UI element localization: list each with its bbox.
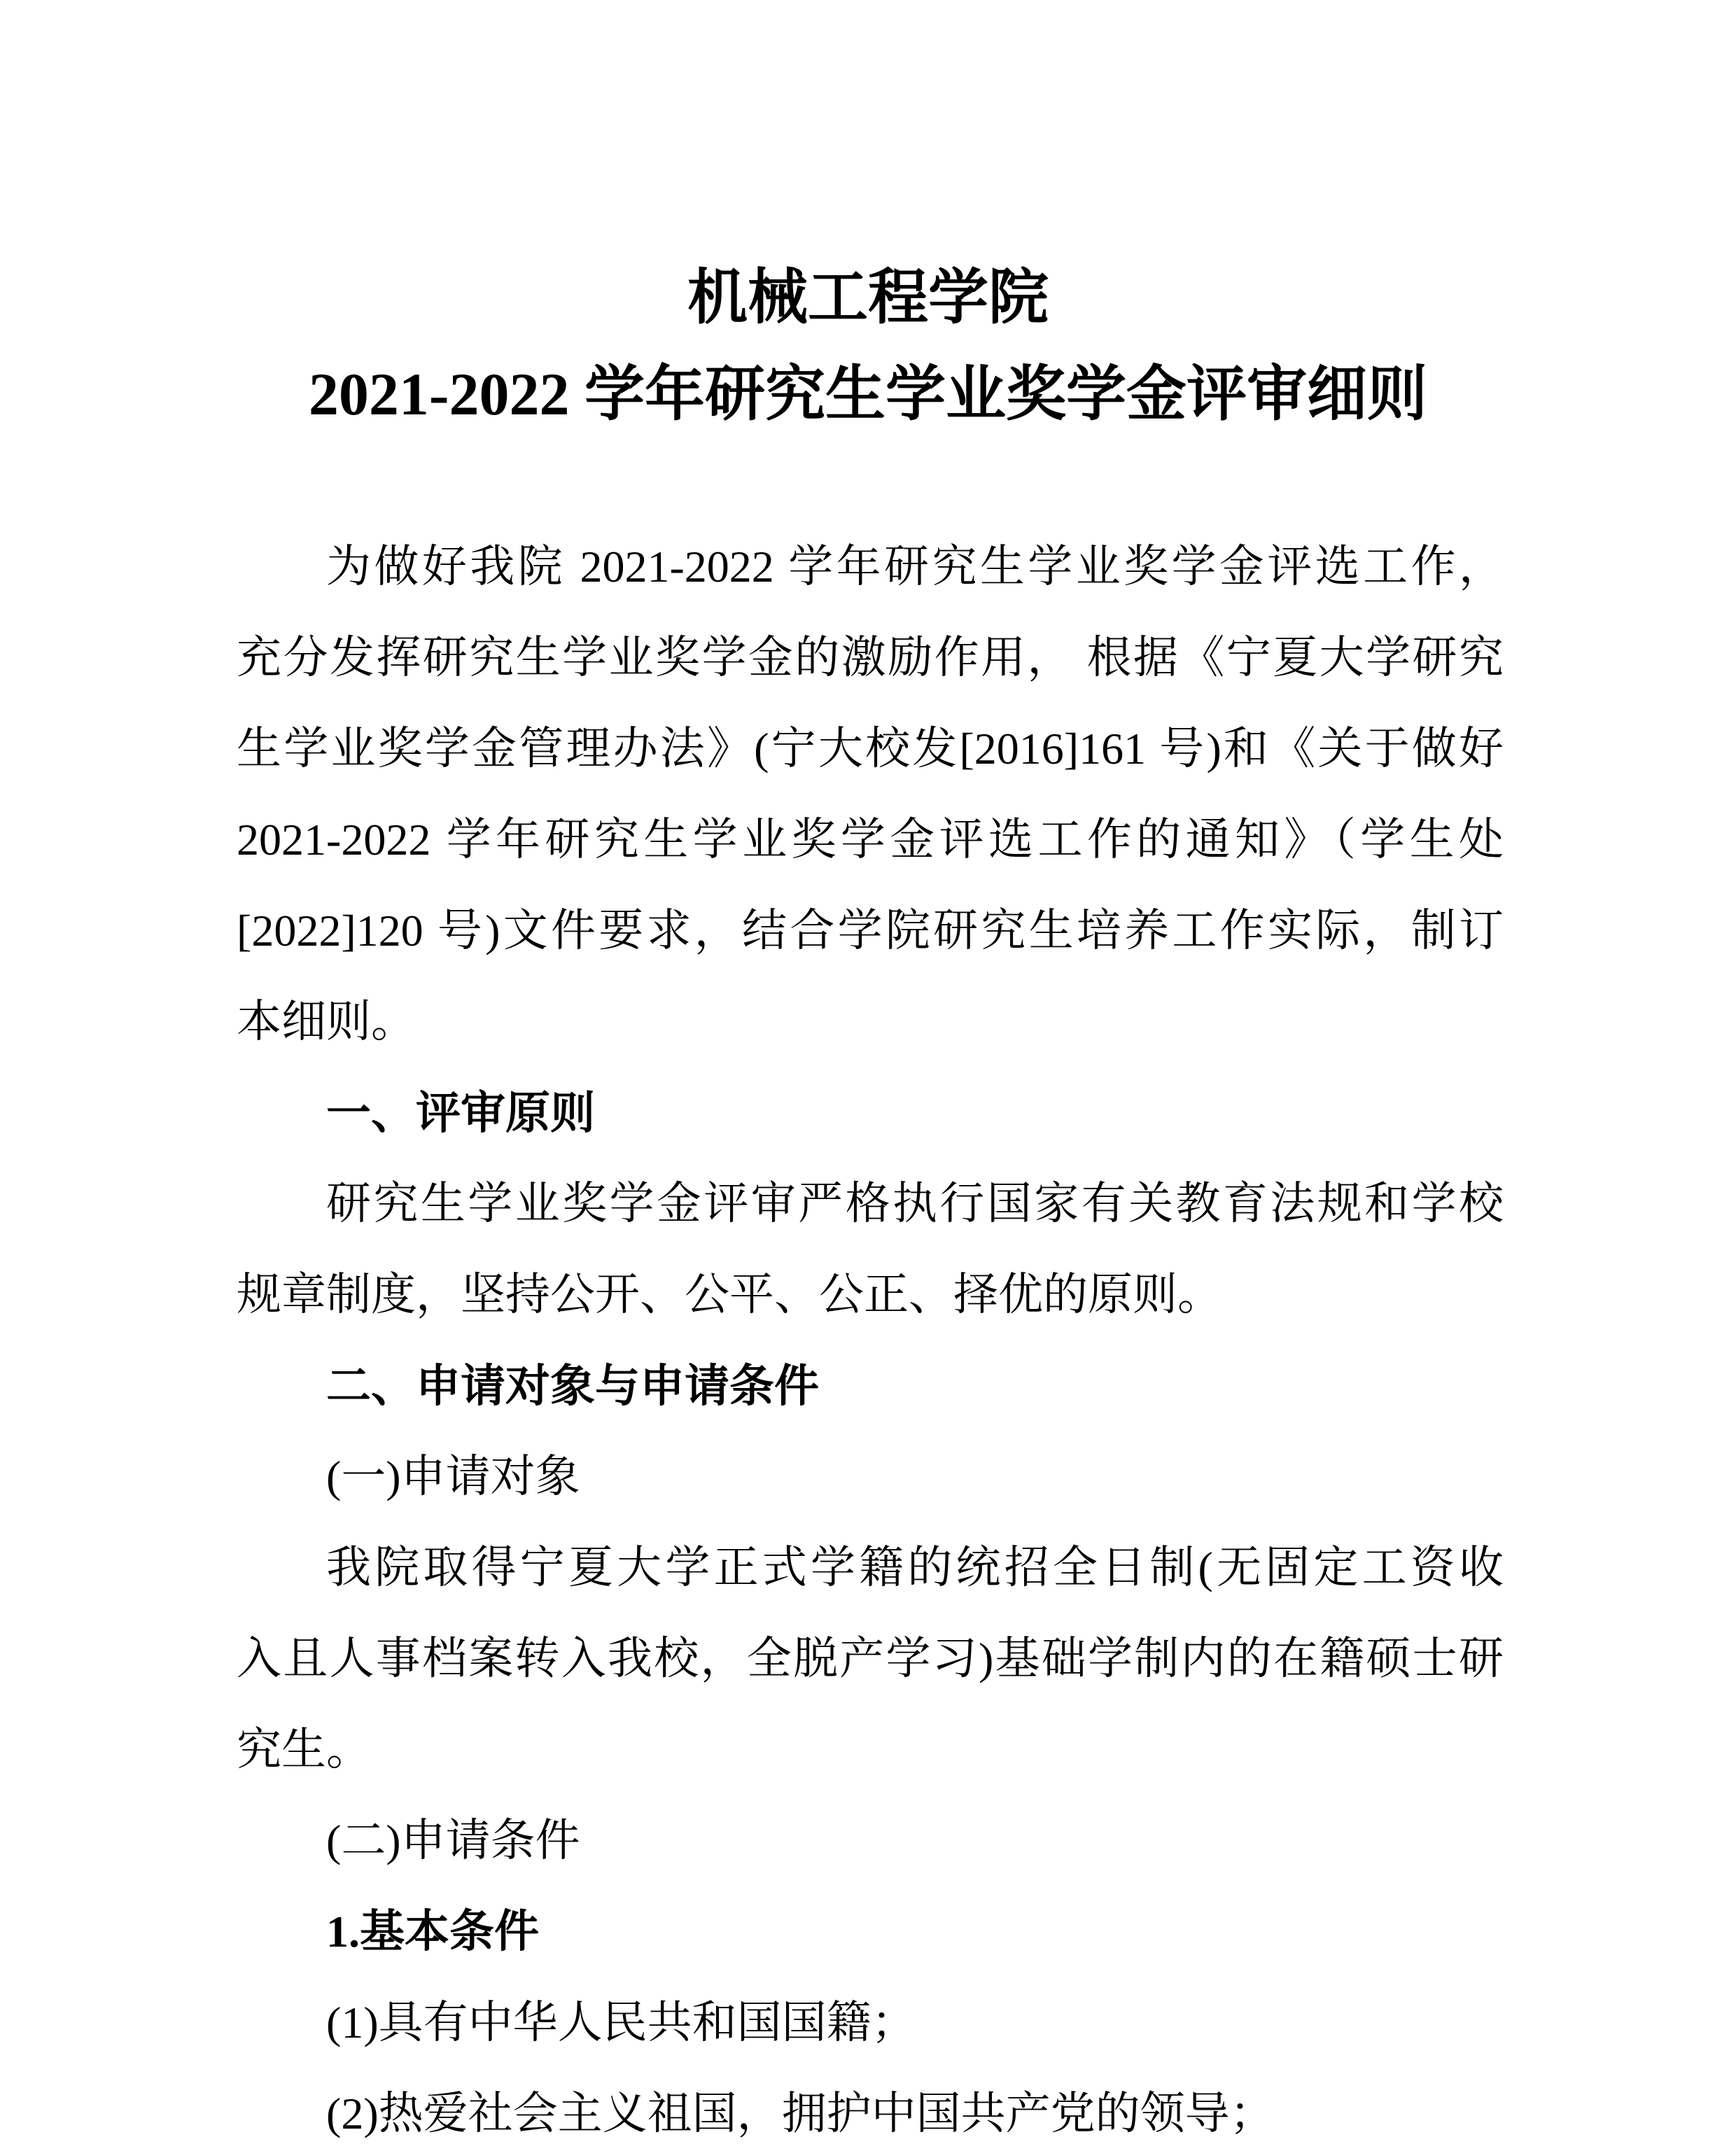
subsection-2-1-paragraph-line-1: 我院取得宁夏大学正式学籍的统招全日制(无固定工资收	[326, 1543, 1504, 1592]
subsection-2-1-paragraph-line-3: 究生。	[237, 1725, 371, 1774]
document-title	[0, 249, 1736, 442]
intro-paragraph-line-3: 生学业奖学金管理办法》(宁大校发[2016]161 号)和《关于做好	[237, 724, 1504, 773]
intro-paragraph-line-4: 2021-2022 学年研究生学业奖学金评选工作的通知》（学生处	[237, 815, 1504, 864]
intro-paragraph-line-1: 为做好我院 2021-2022 学年研究生学业奖学金评选工作，	[326, 542, 1504, 591]
title-line-2: 2021-2022 学年研究生学业奖学金评审细则	[308, 360, 1428, 428]
title-line-1: 机械工程学院	[687, 264, 1049, 331]
intro-paragraph-line-6: 本细则。	[237, 997, 416, 1046]
basic-condition-item-2: (2)热爱社会主义祖国，拥护中国共产党的领导；	[326, 2089, 1275, 2138]
basic-conditions-heading: 1.基本条件	[326, 1907, 539, 1956]
document-body	[237, 521, 1504, 2151]
section-1-heading: 一、评审原则	[326, 1088, 595, 1138]
basic-condition-item-1: (1)具有中华人民共和国国籍；	[326, 1998, 916, 2047]
intro-paragraph-line-2: 充分发挥研究生学业奖学金的激励作用， 根据《宁夏大学研究	[237, 633, 1504, 682]
intro-paragraph-line-5: [2022]120 号)文件要求，结合学院研究生培养工作实际，制订	[237, 906, 1504, 955]
section-1-paragraph-line-2: 规章制度，坚持公开、公平、公正、择优的原则。	[237, 1270, 1222, 1319]
section-2-heading: 二、申请对象与申请条件	[326, 1361, 819, 1411]
subsection-2-1-heading: (一)申请对象	[326, 1452, 580, 1501]
section-1-paragraph-line-1: 研究生学业奖学金评审严格执行国家有关教育法规和学校	[326, 1179, 1504, 1228]
subsection-2-2-heading: (二)申请条件	[326, 1816, 580, 1865]
subsection-2-1-paragraph-line-2: 入且人事档案转入我校，全脱产学习)基础学制内的在籍硕士研	[237, 1634, 1504, 1683]
